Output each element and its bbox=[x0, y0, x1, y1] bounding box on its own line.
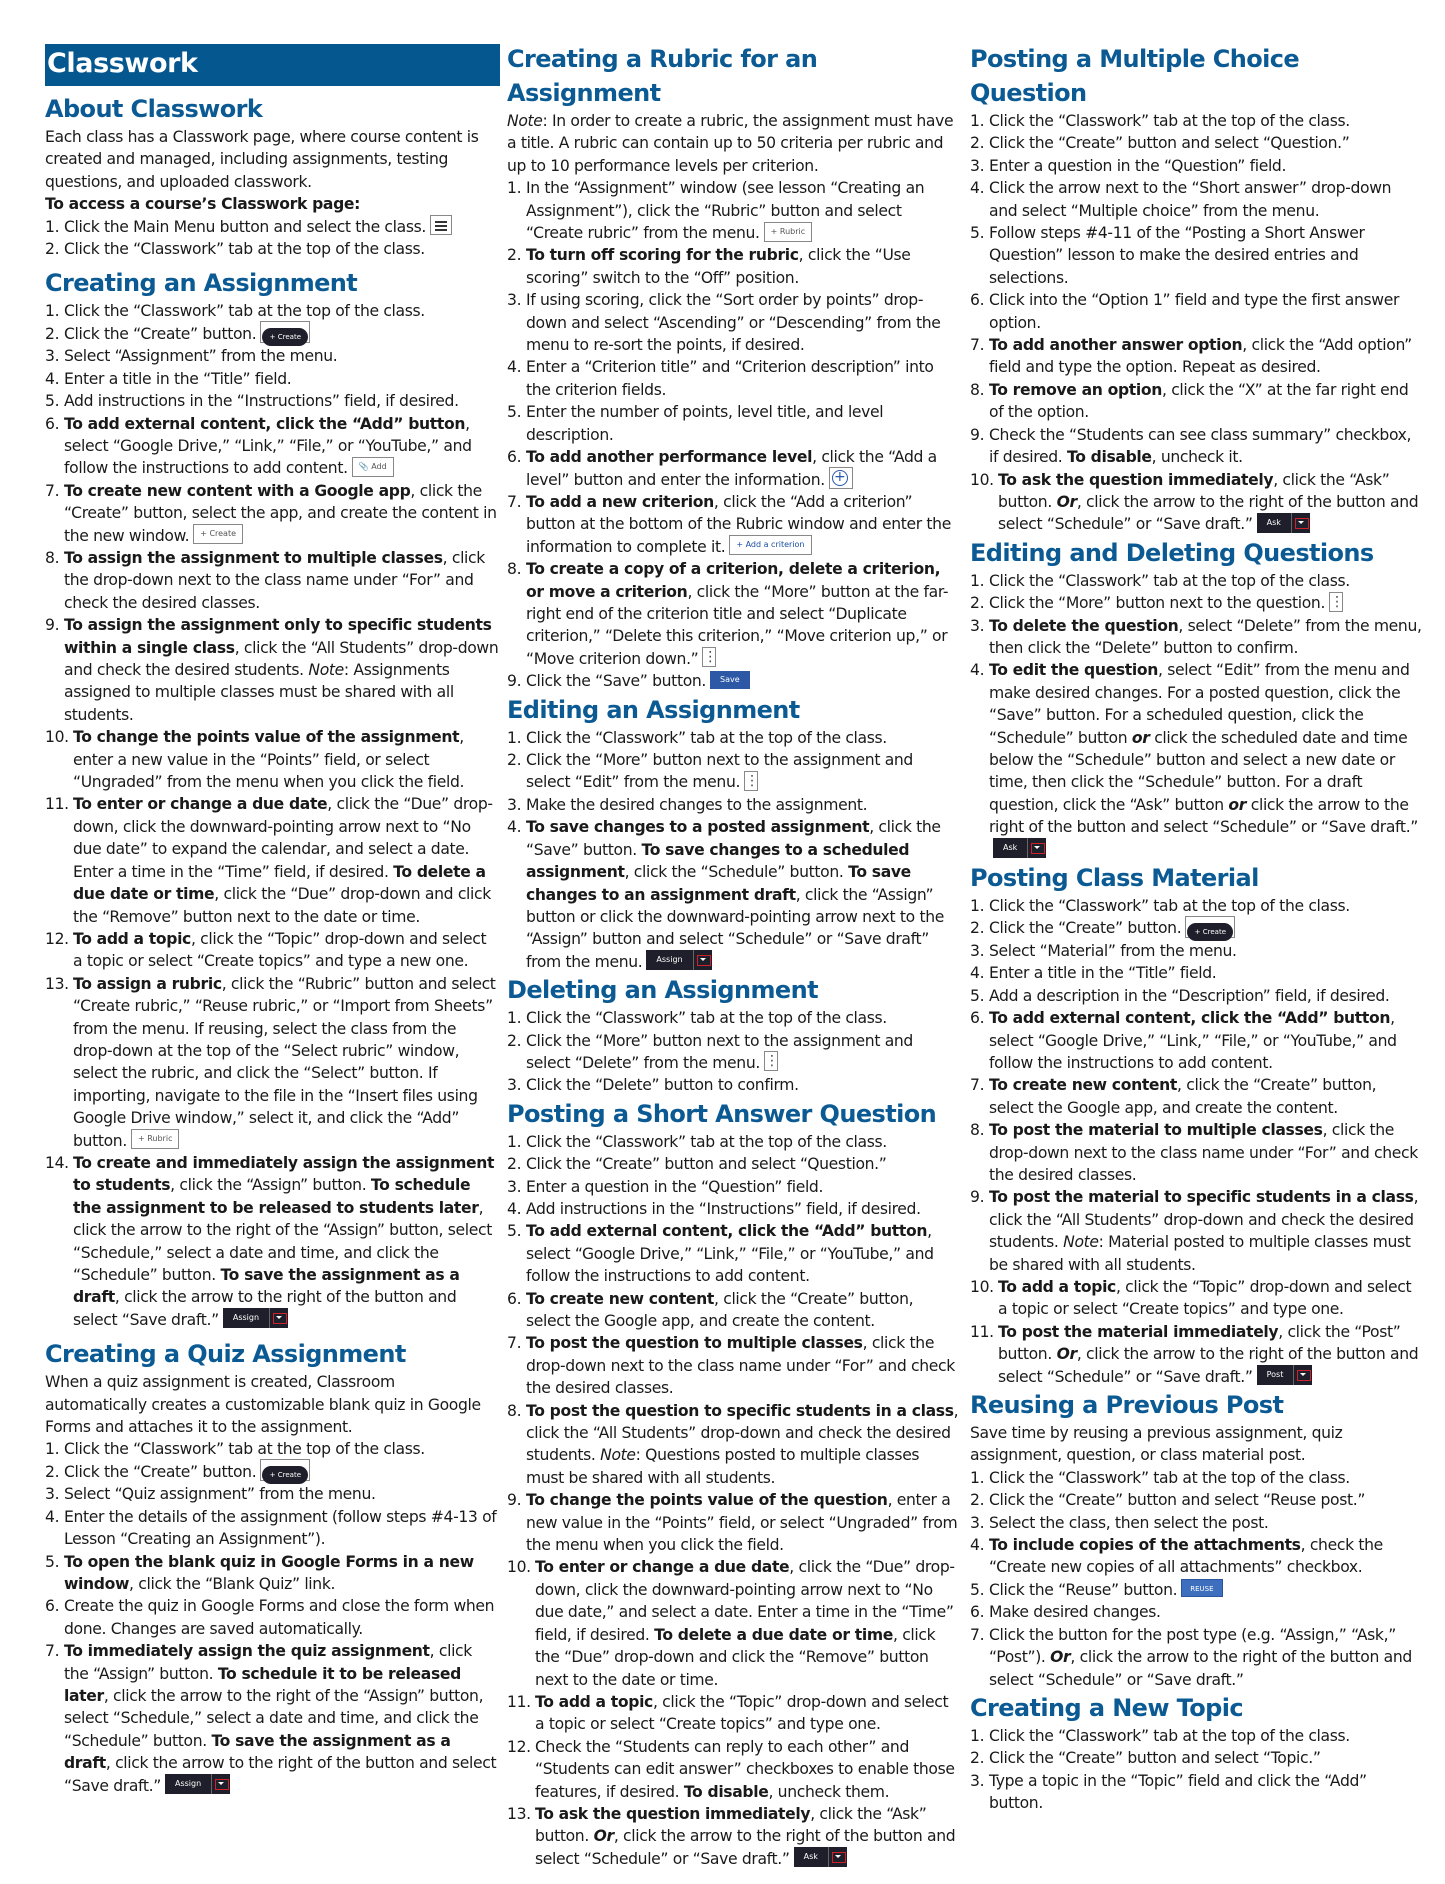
step: 7. To add a new criterion, click the “Add a criterion” button at the bottom of the Rubric window and enter the information to complete it. + Add a criterion bbox=[507, 493, 951, 556]
steps-list bbox=[970, 895, 1422, 1388]
step: 3. To delete the question, select “Delete” from the menu, then click the “Delete” button to confirm. bbox=[970, 616, 1422, 657]
section-lead: To access a course’s Classwork page: bbox=[45, 195, 361, 214]
ask-split-button-image: Ask bbox=[794, 1847, 847, 1867]
step: 14. To create and immediately assign the assignment to students, click the “Assign” button. To schedule the assignment to be released to students later, click the arrow to the right of the “Assign” button, select “Schedule,” select a date and time, and click the “Schedule” button. To save the assignment as a draft, click the arrow to the right of the button and select “Save draft.” Assign bbox=[45, 1153, 495, 1329]
step: 10. To ask the question immediately, click the “Ask” button. Or, click the arrow to the right of the button and select “Schedule” or “Save draft.” Ask bbox=[970, 470, 1419, 534]
step: 4. To save changes to a posted assignment, click the “Save” button. To save changes to a scheduled assignment, click the “Schedule” button. To save changes to an assignment draft, click the “Assign” button or click the downward-pointing arrow next to the “Assign” button and select “Schedule” or “Save draft” from the menu. Assign bbox=[507, 818, 944, 971]
step: 3. Type a topic in the “Topic” field and click the “Add” button. bbox=[970, 1771, 1367, 1813]
section-editing-assignment bbox=[507, 693, 959, 973]
create-outline-button-image: + Create bbox=[193, 524, 243, 544]
step: 9. To post the material to specific students in a class, click the “All Students” drop-down and check the desired students. Note: Material posted to multiple classes must be shared with all students. bbox=[970, 1188, 1419, 1274]
section-heading: Creating a New Topic bbox=[970, 1693, 1243, 1722]
step: 9. Check the “Students can see class summary” checkbox, if desired. To disable, uncheck it. bbox=[970, 425, 1412, 467]
step: 5. Click the “Reuse” button. REUSE bbox=[970, 1579, 1422, 1601]
step: 1. Click the “Classwork” tab at the top of the class. bbox=[45, 1440, 425, 1459]
section-heading: Reusing a Previous Post bbox=[970, 1391, 1284, 1420]
step: 5. Enter the number of points, level title, and level description. bbox=[507, 403, 884, 444]
section-short-answer bbox=[507, 1097, 959, 1870]
section-heading: Editing an Assignment bbox=[507, 695, 800, 724]
step: 8. To assign the assignment to multiple classes, click the drop-down next to the class name under “For” and check the desired classes. bbox=[45, 549, 485, 612]
assign-split-button-image: Assign bbox=[223, 1308, 288, 1328]
create-button-image: + Create bbox=[260, 321, 310, 343]
step: 2. Click the “Classwork” tab at the top of the class. bbox=[45, 240, 425, 259]
step: 2. Click the “Create” button and select “Reuse post.” bbox=[970, 1491, 1366, 1510]
step: 6. Make desired changes. bbox=[970, 1603, 1161, 1622]
section-deleting-assignment bbox=[507, 973, 959, 1097]
section-about-classwork bbox=[45, 92, 500, 260]
create-button-image: + Create bbox=[1185, 916, 1235, 938]
section-intro: Save time by reusing a previous assignment, quiz assignment, question, or class material post. bbox=[970, 1424, 1343, 1465]
step: 3. Select “Material” from the menu. bbox=[970, 941, 1237, 960]
step: 3. Make the desired changes to the assignment. bbox=[507, 795, 868, 814]
section-heading: Creating a Rubric for an Assignment bbox=[507, 45, 818, 107]
step: 1. In the “Assignment” window (see lesson “Creating an Assignment”), click the “Rubric” button and select “Create rubric” from the menu. + Rubric bbox=[507, 179, 925, 243]
step: 5. To add external content, click the “Add” button, select “Google Drive,” “Link,” “File,” or “YouTube,” and follow the instructions to add content. bbox=[507, 1222, 934, 1286]
steps-list bbox=[970, 570, 1422, 861]
step: 1. Click the “Classwork” tab at the top of the class. bbox=[507, 1009, 887, 1028]
step: 2. Click the “More” button next to the assignment and select “Delete” from the menu. ⋮ bbox=[507, 1031, 913, 1072]
steps-list bbox=[970, 110, 1422, 536]
step: 3. If using scoring, click the “Sort order by points” drop-down and select “Ascending” or “Descending” from the menu to re-sort the points, if desired. bbox=[507, 291, 941, 355]
step: 3. Select “Assignment” from the menu. bbox=[45, 347, 338, 366]
more-vert-icon: ⋮ bbox=[703, 649, 718, 666]
steps-list bbox=[507, 177, 959, 692]
step: 4. Click the arrow next to the “Short answer” drop-down and select “Multiple choice” from the menu. bbox=[970, 179, 1392, 220]
add-level-icon: + bbox=[829, 467, 853, 489]
main-menu-icon bbox=[430, 215, 452, 235]
step: 7. To create new content with a Google app, click the “Create” button, select the app, and create the content in the new window. + Create bbox=[45, 481, 497, 545]
step: 6. To add external content, click the “Add” button, select “Google Drive,” “Link,” “File,” or “YouTube,” and follow the instructions to add content. 📎 Add bbox=[45, 414, 472, 478]
step: 2. Click the “More” button next to the question. ⋮ bbox=[970, 593, 1345, 613]
steps-list bbox=[507, 1007, 959, 1097]
section-heading: Posting a Short Answer Question bbox=[507, 1099, 937, 1128]
step: 11. To add a topic, click the “Topic” drop-down and select a topic or select “Create topics” and type one. bbox=[507, 1692, 949, 1734]
section-quiz-assignment bbox=[45, 1337, 500, 1797]
step: 13. To assign a rubric, click the “Rubric” button and select “Create rubric,” “Reuse rubric,” or “Import from Sheets” from the menu. If reusing, select the class from the drop-down at the top of the “Select rubric” window, select the rubric, and click the “Select” button. If importing, navigate to the file in the “Insert files using Google Drive window,” select it, and click the “Add” button. + Rubric bbox=[45, 974, 496, 1150]
assign-split-button-image: Assign bbox=[646, 950, 711, 970]
step: 4. To include copies of the attachments, check the “Create new copies of all attachments” checkbox. bbox=[970, 1536, 1383, 1577]
step: 3. Click the “Delete” button to confirm. bbox=[507, 1076, 799, 1095]
section-new-topic bbox=[970, 1691, 1422, 1815]
step: 4. To edit the question, select “Edit” from the menu and make desired changes. For a posted question, click the “Save” button. For a scheduled question, click the “Schedule” button or click the scheduled date and time below the “Schedule” button and select a new date or time, then click the “Schedule” button. For a draft question, click the “Ask” button or click the arrow to the right of the button and select “Schedule” or “Save draft.” Ask bbox=[970, 659, 1422, 861]
dropdown-arrow-icon bbox=[1292, 513, 1310, 533]
step: 3. Enter a question in the “Question” field. bbox=[507, 1177, 824, 1196]
step: 8. To create a copy of a criterion, delete a criterion, or move a criterion, click the “More” button at the far-right end of the criterion title and select “Duplicate criterion,” “Delete this criterion,” “Move criterion up,” or “Move criterion down.” ⋮ bbox=[507, 560, 949, 668]
step: 11. To enter or change a due date, click the “Due” drop-down, click the downward-pointing arrow next to “No due date” to expand the calendar, and select a date. Enter a time in the “Time” field, if desired. To delete a due date or time, click the “Due” drop-down and click the “Remove” button next to the date or time. bbox=[45, 795, 493, 926]
steps-list bbox=[507, 727, 959, 973]
step: 2. Click the “Create” button. + Create bbox=[45, 1461, 500, 1484]
step: 10. To change the points value of the assignment, enter a new value in the “Points” field, or select “Ungraded” from the menu when you click the field. bbox=[45, 728, 465, 792]
dropdown-arrow-icon bbox=[270, 1308, 288, 1328]
dropdown-arrow-icon bbox=[694, 950, 712, 970]
step: 11. To post the material immediately, click the “Post” button. Or, click the arrow to the right of the button and select “Schedule” or “Save draft.” Post bbox=[970, 1322, 1419, 1386]
step: 7. To immediately assign the quiz assignment, click the “Assign” button. To schedule it to be released later, click the arrow to the right of the “Assign” button, select “Schedule,” select a date and time, and click the “Schedule” button. To save the assignment as a draft, click the arrow to the right of the button and select “Save draft.” Assign bbox=[45, 1642, 497, 1795]
section-reuse-post bbox=[970, 1388, 1422, 1691]
step: 6. To add another performance level, click the “Add a level” button and enter the information. + bbox=[507, 448, 937, 489]
steps-list bbox=[970, 1467, 1422, 1691]
steps-list bbox=[45, 216, 500, 261]
dropdown-arrow-icon bbox=[1294, 1365, 1312, 1385]
dropdown-arrow-icon bbox=[212, 1774, 230, 1794]
section-heading: Posting Class Material bbox=[970, 864, 1259, 892]
step: 9. To assign the assignment only to specific students within a single class, click the “All Students” drop-down and check the desired students. Note: Assignments assigned to multiple classes must be shared with all students. bbox=[45, 616, 499, 724]
step: 1. Click the Main Menu button and select the class. bbox=[45, 216, 500, 238]
step: 4. Enter a title in the “Title” field. bbox=[45, 369, 292, 388]
rubric-button-image: + Rubric bbox=[131, 1129, 180, 1149]
step: 2. Click the “More” button next to the assignment and select “Edit” from the menu. ⋮ bbox=[507, 751, 913, 792]
section-class-material bbox=[970, 861, 1422, 1388]
column-2 bbox=[507, 42, 959, 1870]
step: 10. To add a topic, click the “Topic” drop-down and select a topic or select “Create topics” and type one. bbox=[970, 1278, 1412, 1319]
step: 6. Create the quiz in Google Forms and close the form when done. Changes are saved automatically. bbox=[45, 1597, 495, 1638]
page-title-banner: Classwork bbox=[45, 44, 500, 86]
section-heading: Editing and Deleting Questions bbox=[970, 538, 1374, 567]
step: 1. Click the “Classwork” tab at the top of the class. bbox=[507, 1132, 887, 1151]
reuse-button-image: REUSE bbox=[1181, 1579, 1222, 1597]
step: 12. Check the “Students can reply to each other” and “Students can edit answer” checkboxes to enable those features, if desired. To disable, uncheck them. bbox=[507, 1737, 955, 1801]
section-heading: Posting a Multiple Choice Question bbox=[970, 45, 1300, 107]
section-creating-assignment bbox=[45, 266, 500, 1331]
more-vert-icon: ⋮ bbox=[745, 772, 760, 789]
step: 3. Enter a question in the “Question” field. bbox=[970, 156, 1287, 175]
step: 4. Enter the details of the assignment (follow steps #4-13 of Lesson “Creating an Assignment”). bbox=[45, 1507, 497, 1549]
post-split-button-image: Post bbox=[1257, 1365, 1313, 1385]
section-multiple-choice bbox=[970, 42, 1422, 536]
dropdown-arrow-icon bbox=[1028, 838, 1046, 858]
more-vert-icon: ⋮ bbox=[1330, 593, 1345, 610]
step: 7. To post the question to multiple classes, click the drop-down next to the class name under “For” and check the desired classes. bbox=[507, 1334, 955, 1398]
save-button-image: Save bbox=[710, 671, 750, 689]
step: 7. To add another answer option, click the “Add option” field and type the option. Repeat as desired. bbox=[970, 336, 1412, 377]
step: 7. Click the button for the post type (e.g. “Assign,” “Ask,” “Post”). Or, click the arrow to the right of the button and select “Schedule” or “Save draft.” bbox=[970, 1625, 1412, 1689]
step: 6. To add external content, click the “Add” button, select “Google Drive,” “Link,” “File,” or “YouTube,” and follow the instructions to add content. bbox=[970, 1009, 1397, 1072]
step: 13. To ask the question immediately, click the “Ask” button. Or, click the arrow to the right of the button and select “Schedule” or “Save draft.” Ask bbox=[507, 1804, 956, 1868]
rubric-button-image: + Rubric bbox=[764, 222, 813, 242]
step: 3. Select “Quiz assignment” from the menu. bbox=[45, 1485, 376, 1504]
step: 1. Click the “Classwork” tab at the top of the class. bbox=[507, 728, 887, 747]
add-criterion-button-image: + Add a criterion bbox=[729, 535, 811, 555]
steps-list bbox=[970, 1725, 1422, 1815]
steps-list bbox=[507, 1131, 959, 1870]
section-note: Note: In order to create a rubric, the assignment must have a title. A rubric can contain up to 50 criteria per rubric and up to 10 performance levels per criterion. bbox=[507, 112, 954, 175]
step: 3. Select the class, then select the post. bbox=[970, 1513, 1269, 1532]
step: 6. To create new content, click the “Create” button, select the Google app, and create the content. bbox=[507, 1289, 914, 1330]
column-3 bbox=[970, 42, 1422, 1815]
step: 8. To post the material to multiple classes, click the drop-down next to the class name under “For” and check the desired classes. bbox=[970, 1121, 1418, 1184]
step: 2. Click the “Create” button and select “Topic.” bbox=[970, 1749, 1321, 1768]
step: 12. To add a topic, click the “Topic” drop-down and select a topic or select “Create topics” and type a new one. bbox=[45, 929, 487, 971]
section-heading: Creating an Assignment bbox=[45, 269, 358, 298]
step: 2. Click the “Create” button and select “Question.” bbox=[970, 134, 1350, 153]
section-edit-delete-questions bbox=[970, 536, 1422, 861]
dropdown-arrow-icon bbox=[829, 1847, 847, 1867]
column-1 bbox=[45, 42, 500, 1797]
step: 4. Enter a title in the “Title” field. bbox=[970, 964, 1217, 983]
step: 7. To create new content, click the “Create” button, select the Google app, and create the content. bbox=[970, 1076, 1377, 1117]
step: 5. Follow steps #4-11 of the “Posting a Short Answer Question” lesson to make the desired entries and selections. bbox=[970, 224, 1365, 287]
step: 5. To open the blank quiz in Google Forms in a new window, click the “Blank Quiz” link. bbox=[45, 1552, 474, 1593]
step: 2. Click the “Create” button. + Create bbox=[970, 917, 1422, 940]
step: 5. Add a description in the “Description” field, if desired. bbox=[970, 986, 1390, 1005]
section-intro: Each class has a Classwork page, where course content is created and managed, including assignments, testing questions, and uploaded classwork. bbox=[45, 128, 479, 191]
assign-split-button-image: Assign bbox=[165, 1774, 230, 1794]
step: 5. Add instructions in the “Instructions” field, if desired. bbox=[45, 392, 459, 411]
step: 1. Click the “Classwork” tab at the top of the class. bbox=[970, 112, 1350, 130]
step: 6. Click into the “Option 1” field and type the first answer option. bbox=[970, 291, 1400, 332]
section-intro: When a quiz assignment is created, Classroom automatically creates a customizable blank quiz in Google Forms and attaches it to the assignment. bbox=[45, 1373, 481, 1437]
section-heading: Deleting an Assignment bbox=[507, 976, 818, 1005]
ask-split-button-image: Ask bbox=[993, 838, 1046, 858]
step: 9. Click the “Save” button. Save bbox=[507, 670, 959, 692]
ask-split-button-image: Ask bbox=[1257, 513, 1310, 533]
step: 1. Click the “Classwork” tab at the top of the class. bbox=[970, 1726, 1350, 1745]
section-heading: Creating a Quiz Assignment bbox=[45, 1340, 406, 1369]
step: 1. Click the “Classwork” tab at the top of the class. bbox=[970, 1468, 1350, 1487]
step: 10. To enter or change a due date, click the “Due” drop-down, click the downward-pointing arrow next to “No due date,” and select a date. Enter a time in the “Time” field, if desired. To delete a due date or time, click the “Due” drop-down and click the “Remove” button next to the date or time. bbox=[507, 1558, 955, 1689]
add-button-image: 📎 Add bbox=[352, 457, 394, 477]
step: 4. Add instructions in the “Instructions” field, if desired. bbox=[507, 1199, 921, 1218]
section-heading: About Classwork bbox=[45, 95, 263, 123]
step: 1. Click the “Classwork” tab at the top of the class. bbox=[45, 302, 425, 321]
steps-list bbox=[45, 1438, 500, 1797]
section-rubric bbox=[507, 42, 959, 693]
steps-list bbox=[45, 300, 500, 1331]
step: 2. Click the “Create” button and select “Question.” bbox=[507, 1155, 887, 1174]
create-button-image: + Create bbox=[260, 1459, 310, 1481]
step: 9. To change the points value of the question, enter a new value in the “Points” field, or select “Ungraded” from the menu when you click the field. bbox=[507, 1491, 958, 1555]
step: 4. Enter a “Criterion title” and “Criterion description” into the criterion fields. bbox=[507, 358, 934, 399]
step: 8. To post the question to specific students in a class, click the “All Students” drop-down and check the desired students. Note: Questions posted to multiple classes must be shared with all students. bbox=[507, 1401, 959, 1487]
paperclip-icon: 📎 bbox=[358, 461, 369, 471]
step: 1. Click the “Classwork” tab at the top of the class. bbox=[970, 571, 1350, 590]
more-vert-icon: ⋮ bbox=[764, 1053, 779, 1070]
step: 8. To remove an option, click the “X” at the far right end of the option. bbox=[970, 380, 1409, 422]
step: 2. Click the “Create” button. + Create bbox=[45, 323, 500, 346]
step: 1. Click the “Classwork” tab at the top of the class. bbox=[970, 897, 1350, 915]
step: 2. To turn off scoring for the rubric, click the “Use scoring” switch to the “Off” position. bbox=[507, 246, 911, 287]
